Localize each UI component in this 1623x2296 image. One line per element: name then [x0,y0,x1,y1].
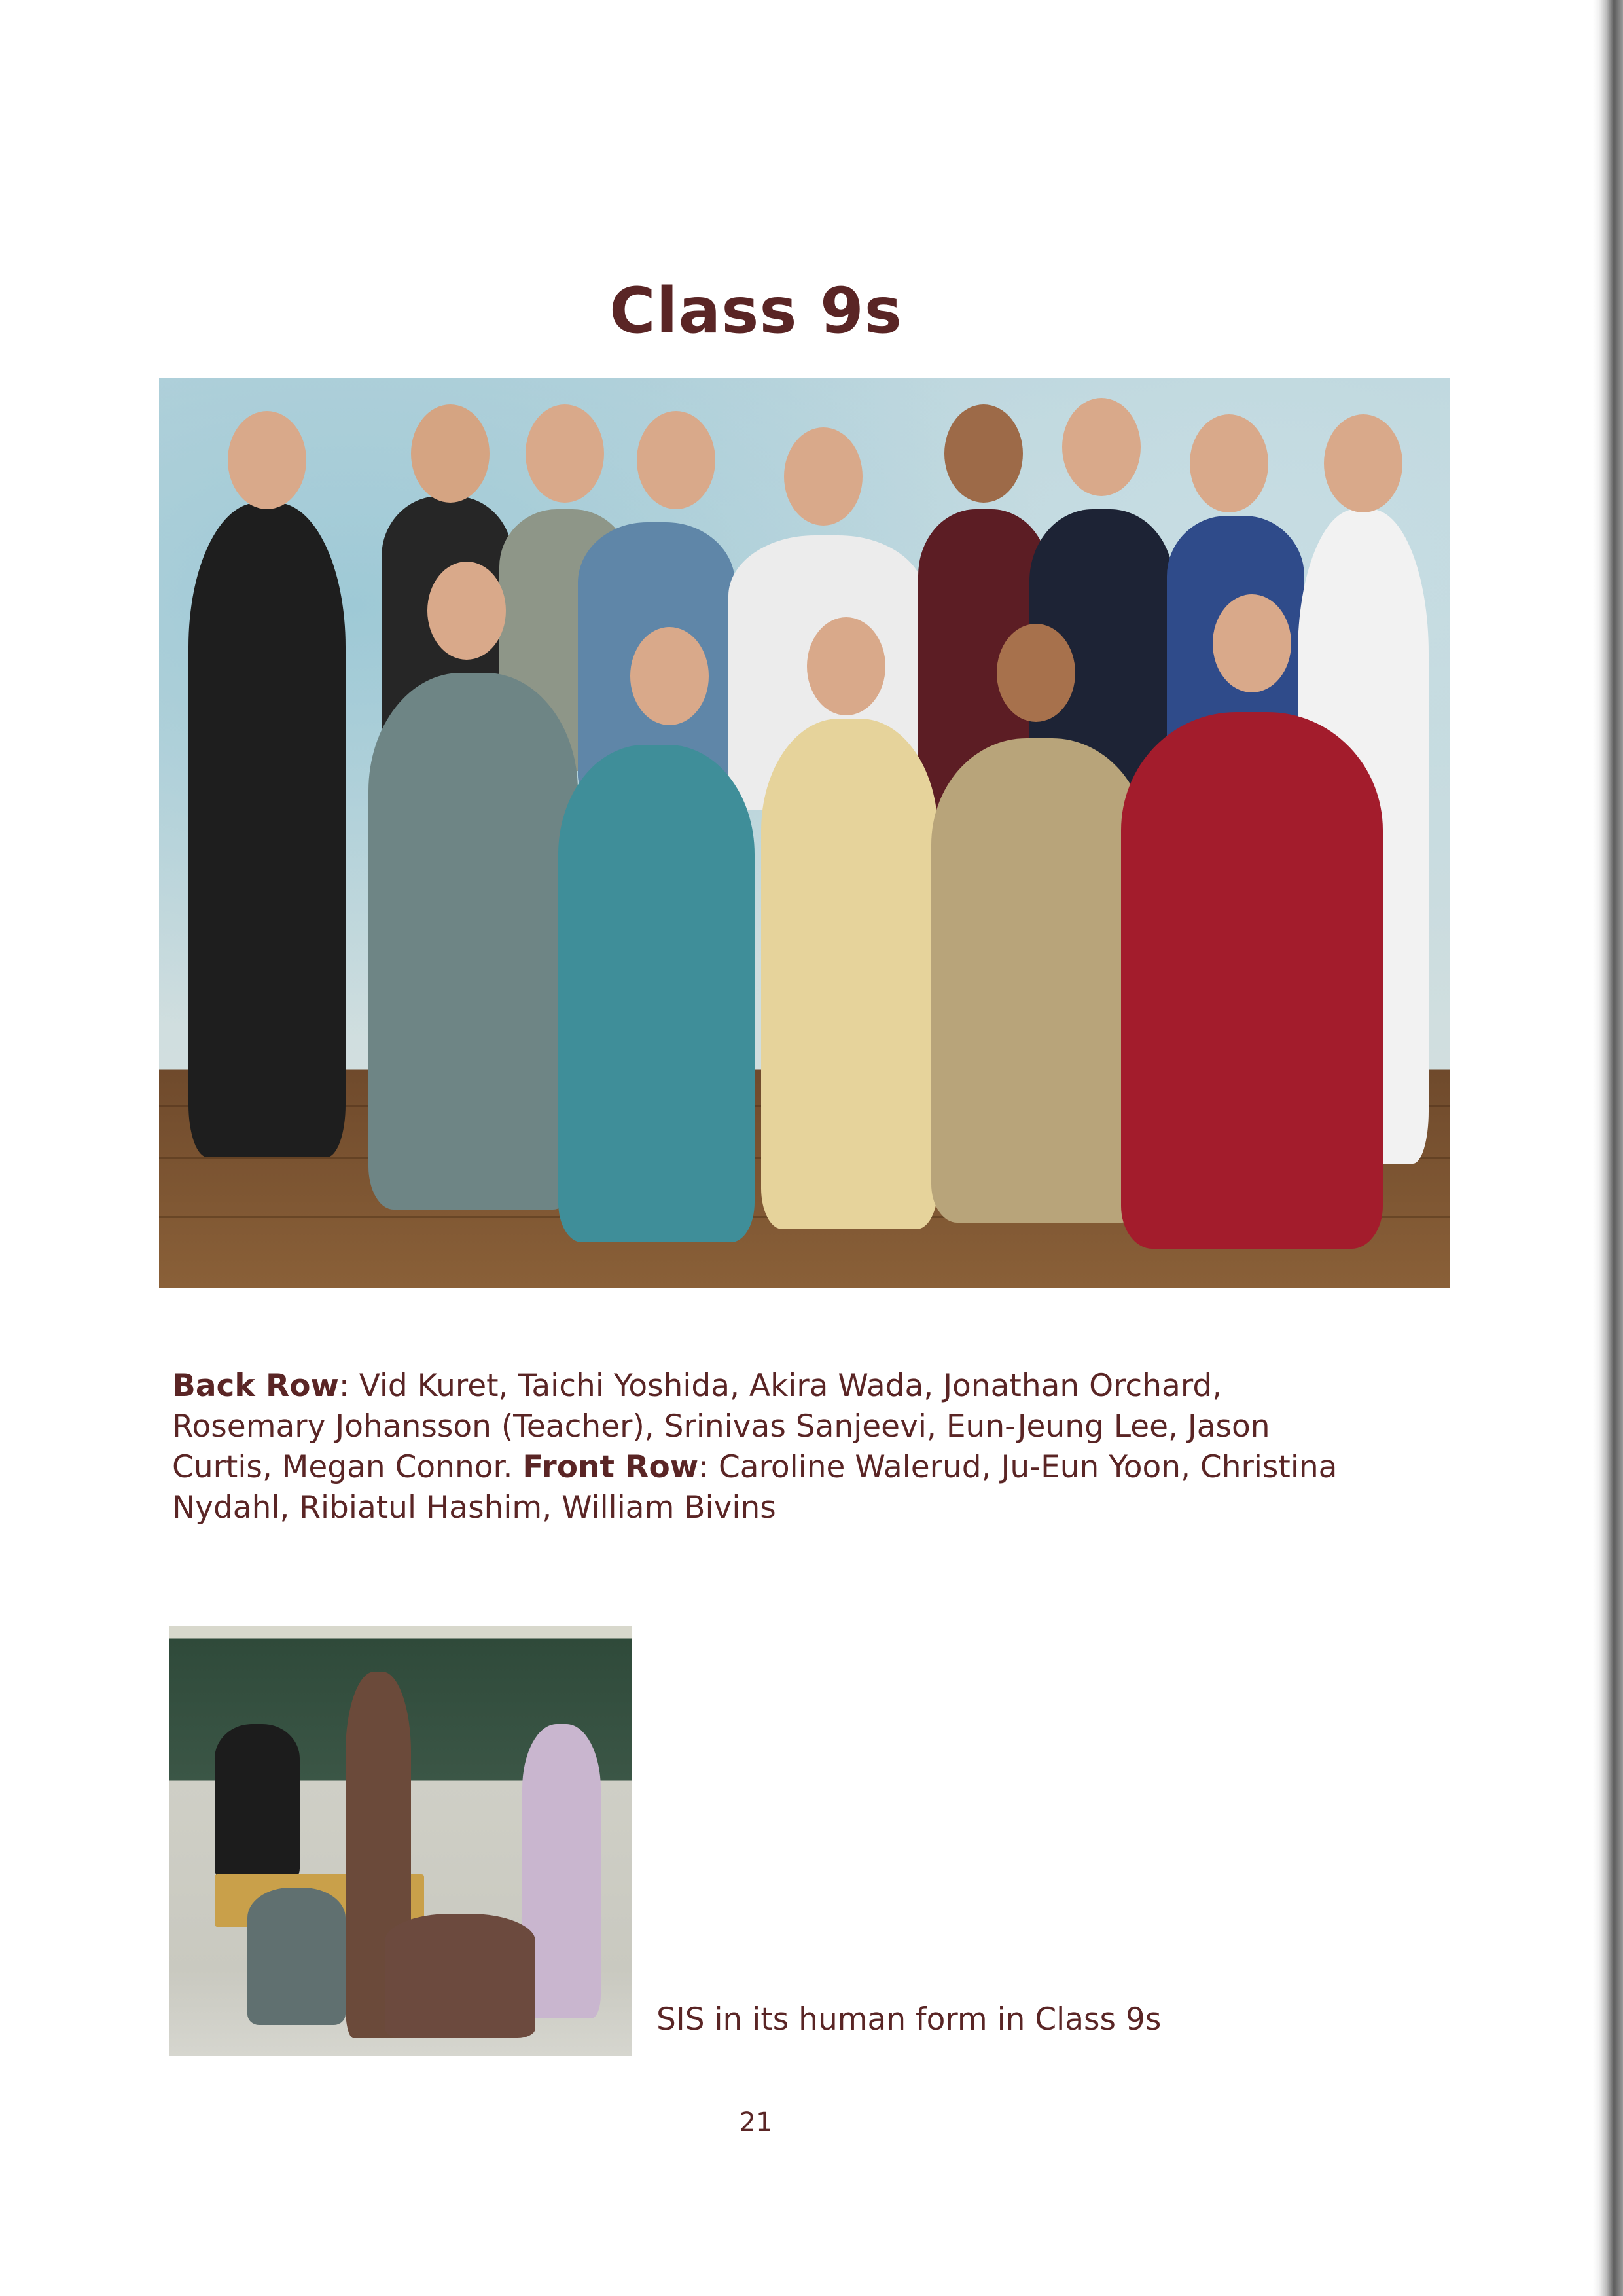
student-head [630,627,709,725]
student-figure [368,673,578,1210]
student-figure [247,1888,346,2025]
front-row-label: Front Row [522,1449,699,1485]
student-head [997,624,1075,722]
student-figure [188,503,346,1157]
back-row-label: Back Row [172,1368,339,1404]
page-title: Class 9s [609,274,902,348]
student-figure [558,745,755,1242]
student-head [411,404,490,503]
student-head [1213,594,1291,692]
student-head [1324,414,1402,512]
back-row-names: : Vid Kuret, Taichi Yoshida, Akira Wada, Jonathan Orchard, Rosemary Johansson (Teacher), Srinivas Sanjeevi, Eun-Jeung Lee, Jason Curtis, Megan Connor. [172,1368,1270,1485]
photo-caption [172,1366,1363,1528]
student-figure [761,719,938,1229]
teacher-head [784,427,863,526]
student-head [1190,414,1268,512]
student-figure [1121,712,1383,1249]
student-head [944,404,1023,503]
student-head [637,411,715,509]
page-edge [1593,0,1623,2296]
student-head [427,562,506,660]
student-head [228,411,306,509]
page-number: 21 [739,2108,773,2138]
classroom-photo-caption: SIS in its human form in Class 9s [656,2001,1162,2037]
student-head [526,404,604,503]
student-head [1062,398,1141,496]
front-row-names: : Caroline Walerud, Ju-Eun Yoon, Christina Nydahl, Ribiatul Hashim, William Bivins [172,1449,1338,1526]
class-photo [159,378,1450,1288]
classroom-photo [169,1626,632,2056]
student-figure [215,1724,300,1881]
student-figure [931,738,1147,1223]
student-head [807,617,885,715]
student-figure [385,1914,535,2038]
